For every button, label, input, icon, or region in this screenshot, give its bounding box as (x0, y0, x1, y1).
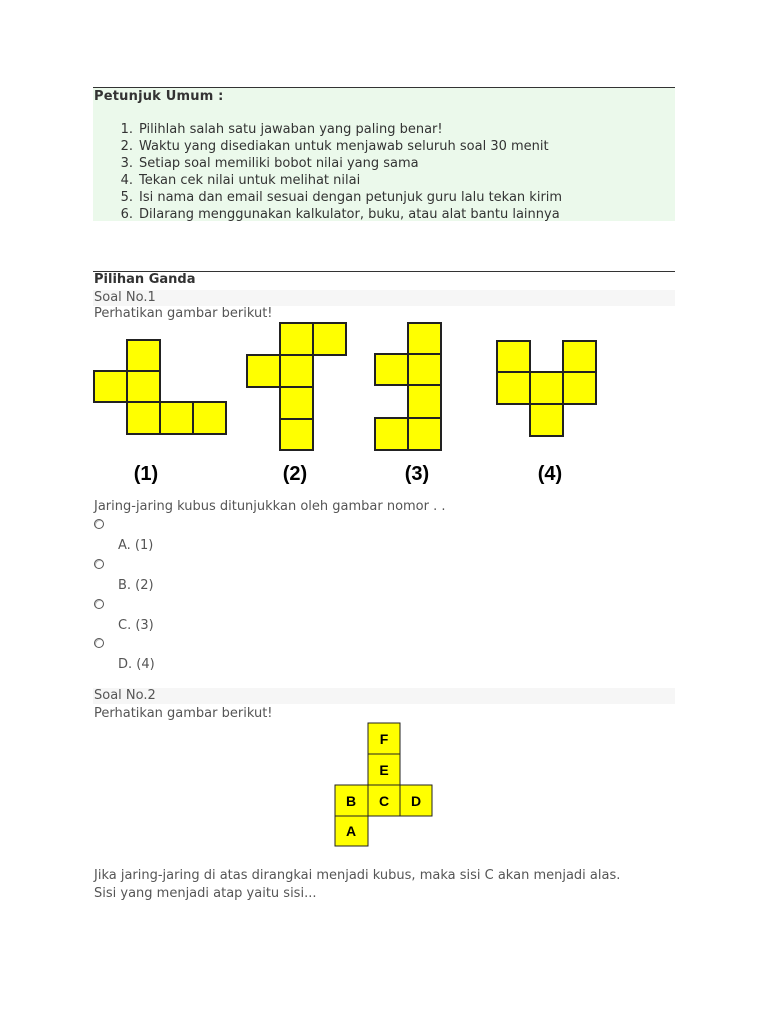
net-label-b: B (345, 793, 357, 809)
question-2-text-line1: Jika jaring-jaring di atas dirangkai menjadi kubus, maka sisi C akan menjadi alas. (94, 868, 621, 883)
net-label-e: E (379, 762, 389, 778)
figure-label-2: (2) (282, 463, 308, 485)
question-1-intro: Perhatikan gambar berikut! (94, 306, 273, 321)
instruction-text: Setiap soal memiliki bobot nilai yang sama (139, 156, 419, 171)
instruction-number: 3. (120, 156, 133, 171)
question-2-number: Soal No.2 (94, 688, 156, 703)
option-a-label[interactable]: A. (1) (118, 538, 154, 553)
net-label-a: A (345, 823, 357, 839)
question-2-intro: Perhatikan gambar berikut! (94, 706, 273, 721)
figure-label-4: (4) (537, 463, 563, 485)
instruction-text: Dilarang menggunakan kalkulator, buku, atau alat bantu lainnya (139, 207, 560, 222)
instruction-text: Tekan cek nilai untuk melihat nilai (139, 173, 361, 188)
instruction-number: 6. (120, 207, 133, 222)
option-c-label[interactable]: C. (3) (118, 618, 154, 633)
instructions-title: Petunjuk Umum : (94, 89, 224, 104)
instruction-number: 1. (120, 122, 133, 137)
instruction-number: 2. (120, 139, 133, 154)
question-1-text: Jaring-jaring kubus ditunjukkan oleh gambar nomor . . (94, 499, 446, 514)
instruction-text: Pilihlah salah satu jawaban yang paling benar! (139, 122, 443, 137)
instruction-number: 5. (120, 190, 133, 205)
option-d-label[interactable]: D. (4) (118, 657, 155, 672)
question-1-number: Soal No.1 (94, 290, 156, 305)
net-label-f: F (379, 731, 389, 747)
figure-label-1: (1) (133, 463, 159, 485)
instruction-text: Isi nama dan email sesuai dengan petunjuk guru lalu tekan kirim (139, 190, 563, 205)
figure-label-3: (3) (404, 463, 430, 485)
question-2-text-line2: Sisi yang menjadi atap yaitu sisi... (94, 886, 317, 901)
instruction-number: 4. (120, 173, 133, 188)
section-title: Pilihan Ganda (94, 272, 196, 287)
option-b-label[interactable]: B. (2) (118, 578, 154, 593)
net-label-d: D (410, 793, 422, 809)
instruction-text: Waktu yang disediakan untuk menjawab seluruh soal 30 menit (139, 139, 549, 154)
net-label-c: C (378, 793, 390, 809)
